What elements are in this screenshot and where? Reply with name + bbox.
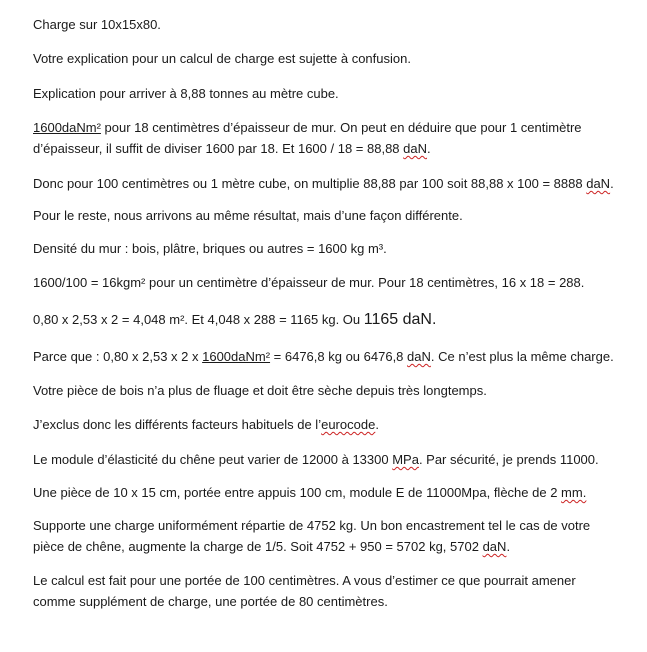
text: comme supplément de charge, une portée de 80 centimètres. bbox=[33, 594, 388, 609]
paragraph-objective bbox=[33, 83, 638, 104]
spellcheck-word: MPa bbox=[392, 452, 419, 467]
text: d’épaisseur, il suffit de diviser 1600 par 18. Et 1600 / 18 = 88,88 bbox=[33, 141, 404, 156]
text: 1600/100 = 16kgm² pour un centimètre d’épaisseur de mur. Pour 18 centimètres, 16 x 18 = 288. bbox=[33, 275, 585, 290]
spellcheck-word: daN bbox=[586, 176, 611, 191]
large-result: 1165 daN. bbox=[363, 311, 437, 328]
text: = 6476,8 kg ou 6476,8 bbox=[270, 349, 408, 364]
text: Supporte une charge uniformément répartie de 4752 kg. Un bon encastrement tel le cas de votre bbox=[33, 518, 591, 533]
text: . bbox=[375, 417, 379, 432]
paragraph-load bbox=[33, 515, 638, 557]
underlined-unit: 1600daNm² bbox=[33, 120, 101, 135]
text: Le module d’élasticité du chêne peut varier de 12000 à 13300 bbox=[33, 452, 393, 467]
text: Le calcul est fait pour une portée de 100 centimètres. A vous d’estimer ce que pourrait amener bbox=[33, 573, 576, 588]
text: Pour le reste, nous arrivons au même résultat, mais d’une façon différente. bbox=[33, 208, 463, 223]
paragraph-density bbox=[33, 238, 638, 259]
text: J’exclus donc les différents facteurs habituels de l’ bbox=[33, 417, 322, 432]
paragraph-per-centimeter bbox=[33, 272, 638, 293]
paragraph-explanation bbox=[33, 48, 638, 69]
paragraph-creep bbox=[33, 380, 638, 401]
text: Densité du mur : bois, plâtre, briques ou autres = 1600 kg m³. bbox=[33, 241, 387, 256]
text: . bbox=[427, 141, 431, 156]
text: . bbox=[610, 176, 614, 191]
text: pièce de chêne, augmente la charge de 1/5. Soit 4752 + 950 = 5702 kg, 5702 bbox=[33, 539, 483, 554]
text: pour 18 centimètres d’épaisseur de mur. On peut en déduire que pour 1 centimètre bbox=[100, 120, 582, 135]
paragraph-same-result bbox=[33, 205, 638, 226]
text: 0,80 x 2,53 x 2 = 4,048 m². Et 4,048 x 288 = 1165 kg. Ou bbox=[33, 312, 364, 327]
spellcheck-word: mm. bbox=[561, 485, 587, 500]
spellcheck-word: daN bbox=[482, 539, 507, 554]
text: Explication pour arriver à 8,88 tonnes au mètre cube. bbox=[33, 86, 339, 101]
text: Une pièce de 10 x 15 cm, portée entre appuis 100 cm, module E de 11000Mpa, flèche de 2 bbox=[33, 485, 562, 500]
paragraph-beam bbox=[33, 482, 638, 503]
text: . Par sécurité, je prends 11000. bbox=[418, 452, 599, 467]
paragraph-conclusion bbox=[33, 570, 638, 612]
text: Votre pièce de bois n’a plus de fluage et doit être sèche depuis très longtemps. bbox=[33, 383, 487, 398]
paragraph-area-calc bbox=[33, 309, 638, 330]
paragraph-title bbox=[33, 14, 638, 35]
paragraph-because bbox=[33, 346, 638, 367]
text: Parce que : 0,80 x 2,53 x 2 x bbox=[33, 349, 203, 364]
text: Donc pour 100 centimètres ou 1 mètre cube, on multiplie 88,88 par 100 soit 88,88 x 100 = 8888 bbox=[33, 176, 587, 191]
underlined-unit: 1600daNm² bbox=[202, 349, 271, 364]
paragraph-eurocode bbox=[33, 414, 638, 435]
paragraph-elasticity bbox=[33, 449, 638, 470]
spellcheck-word: daN bbox=[407, 349, 431, 364]
spellcheck-word: daN bbox=[403, 141, 428, 156]
text: . Ce n’est plus la même charge. bbox=[430, 349, 614, 364]
text: Charge sur 10x15x80. bbox=[33, 17, 161, 32]
text: Votre explication pour un calcul de charge est sujette à confusion. bbox=[33, 51, 411, 66]
paragraph-wall-thickness bbox=[33, 117, 638, 159]
paragraph-cubic-meter bbox=[33, 173, 638, 194]
spellcheck-word: eurocode bbox=[321, 417, 376, 432]
text: . bbox=[506, 539, 511, 554]
